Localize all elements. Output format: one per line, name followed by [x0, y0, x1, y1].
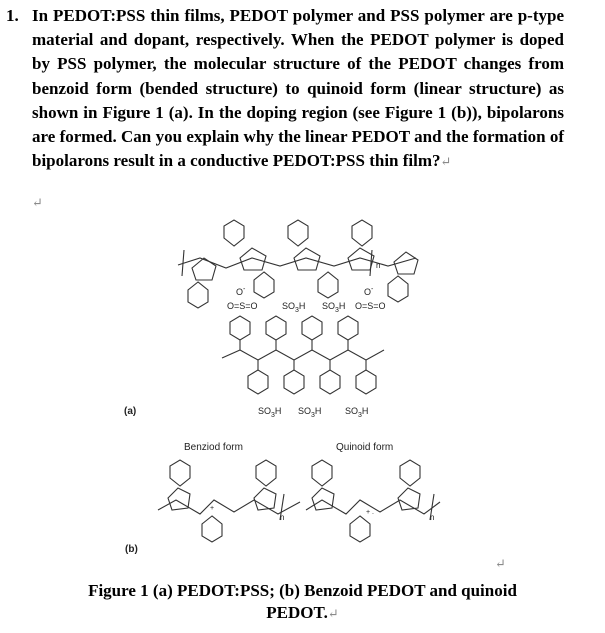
- so3h-label-bottom-2: $SO_3H$: [298, 406, 322, 419]
- question-body: In PEDOT:PSS thin films, PEDOT polymer and PSS polymer are p-type material and dopant, respectively. When the PEDOT polymer is doped by PSS polymer, the molecular structure of the PEDOT changes from benzoid form (bended structure) to quinoid form (linear structure) as shown in Figure 1 (a). In the doping region (see Figure 1 (b)), bipolarons are formed. Can you explain why the linear PEDOT and the formation of bipolarons result in a conductive PEDOT:PSS thin film?: [32, 6, 564, 171]
- question-number: 1.: [6, 6, 19, 25]
- so3h-label-bottom-3: $SO_3H$: [345, 406, 369, 419]
- quinoid-repeat-n: n: [430, 513, 435, 522]
- empty-paragraph-mark: ↵: [32, 195, 43, 210]
- figure-caption: [0, 580, 605, 625]
- so3h-label-top-2: $SO_3H$: [322, 301, 346, 314]
- benzoid-plus-charge: +: [210, 505, 215, 512]
- sulfonate-label-2: O=S=O: [355, 301, 386, 311]
- so3h-label-top-1: $SO_3H$: [282, 301, 306, 314]
- panel-b-label: (b): [125, 544, 138, 555]
- quinoid-radical-cation: + .: [366, 509, 374, 516]
- panel-a-label: (a): [124, 406, 137, 417]
- benzoid-repeat-n: n: [280, 513, 285, 522]
- figure-paragraph-mark: ↵: [495, 556, 506, 571]
- oxygen-anion-2: O-: [364, 286, 374, 297]
- caption-line-2-wrap: [0, 602, 605, 625]
- caption-line-1: Figure 1 (a) PEDOT:PSS; (b) Benzoid PEDOT and quinoid: [88, 581, 517, 600]
- paragraph-mark: ↵: [440, 154, 452, 170]
- caption-line-2: PEDOT.: [266, 603, 328, 622]
- so3h-label-bottom-1: $SO_3H$: [258, 406, 282, 419]
- caption-paragraph-mark: ↵: [327, 606, 339, 621]
- benzoid-form-title: Benziod form: [184, 442, 243, 453]
- oxygen-anion-1: O-: [236, 286, 246, 297]
- repeat-n-label: n: [376, 261, 381, 270]
- sulfonate-label-1: O=S=O: [227, 301, 258, 311]
- quinoid-form-title: Quinoid form: [336, 442, 394, 453]
